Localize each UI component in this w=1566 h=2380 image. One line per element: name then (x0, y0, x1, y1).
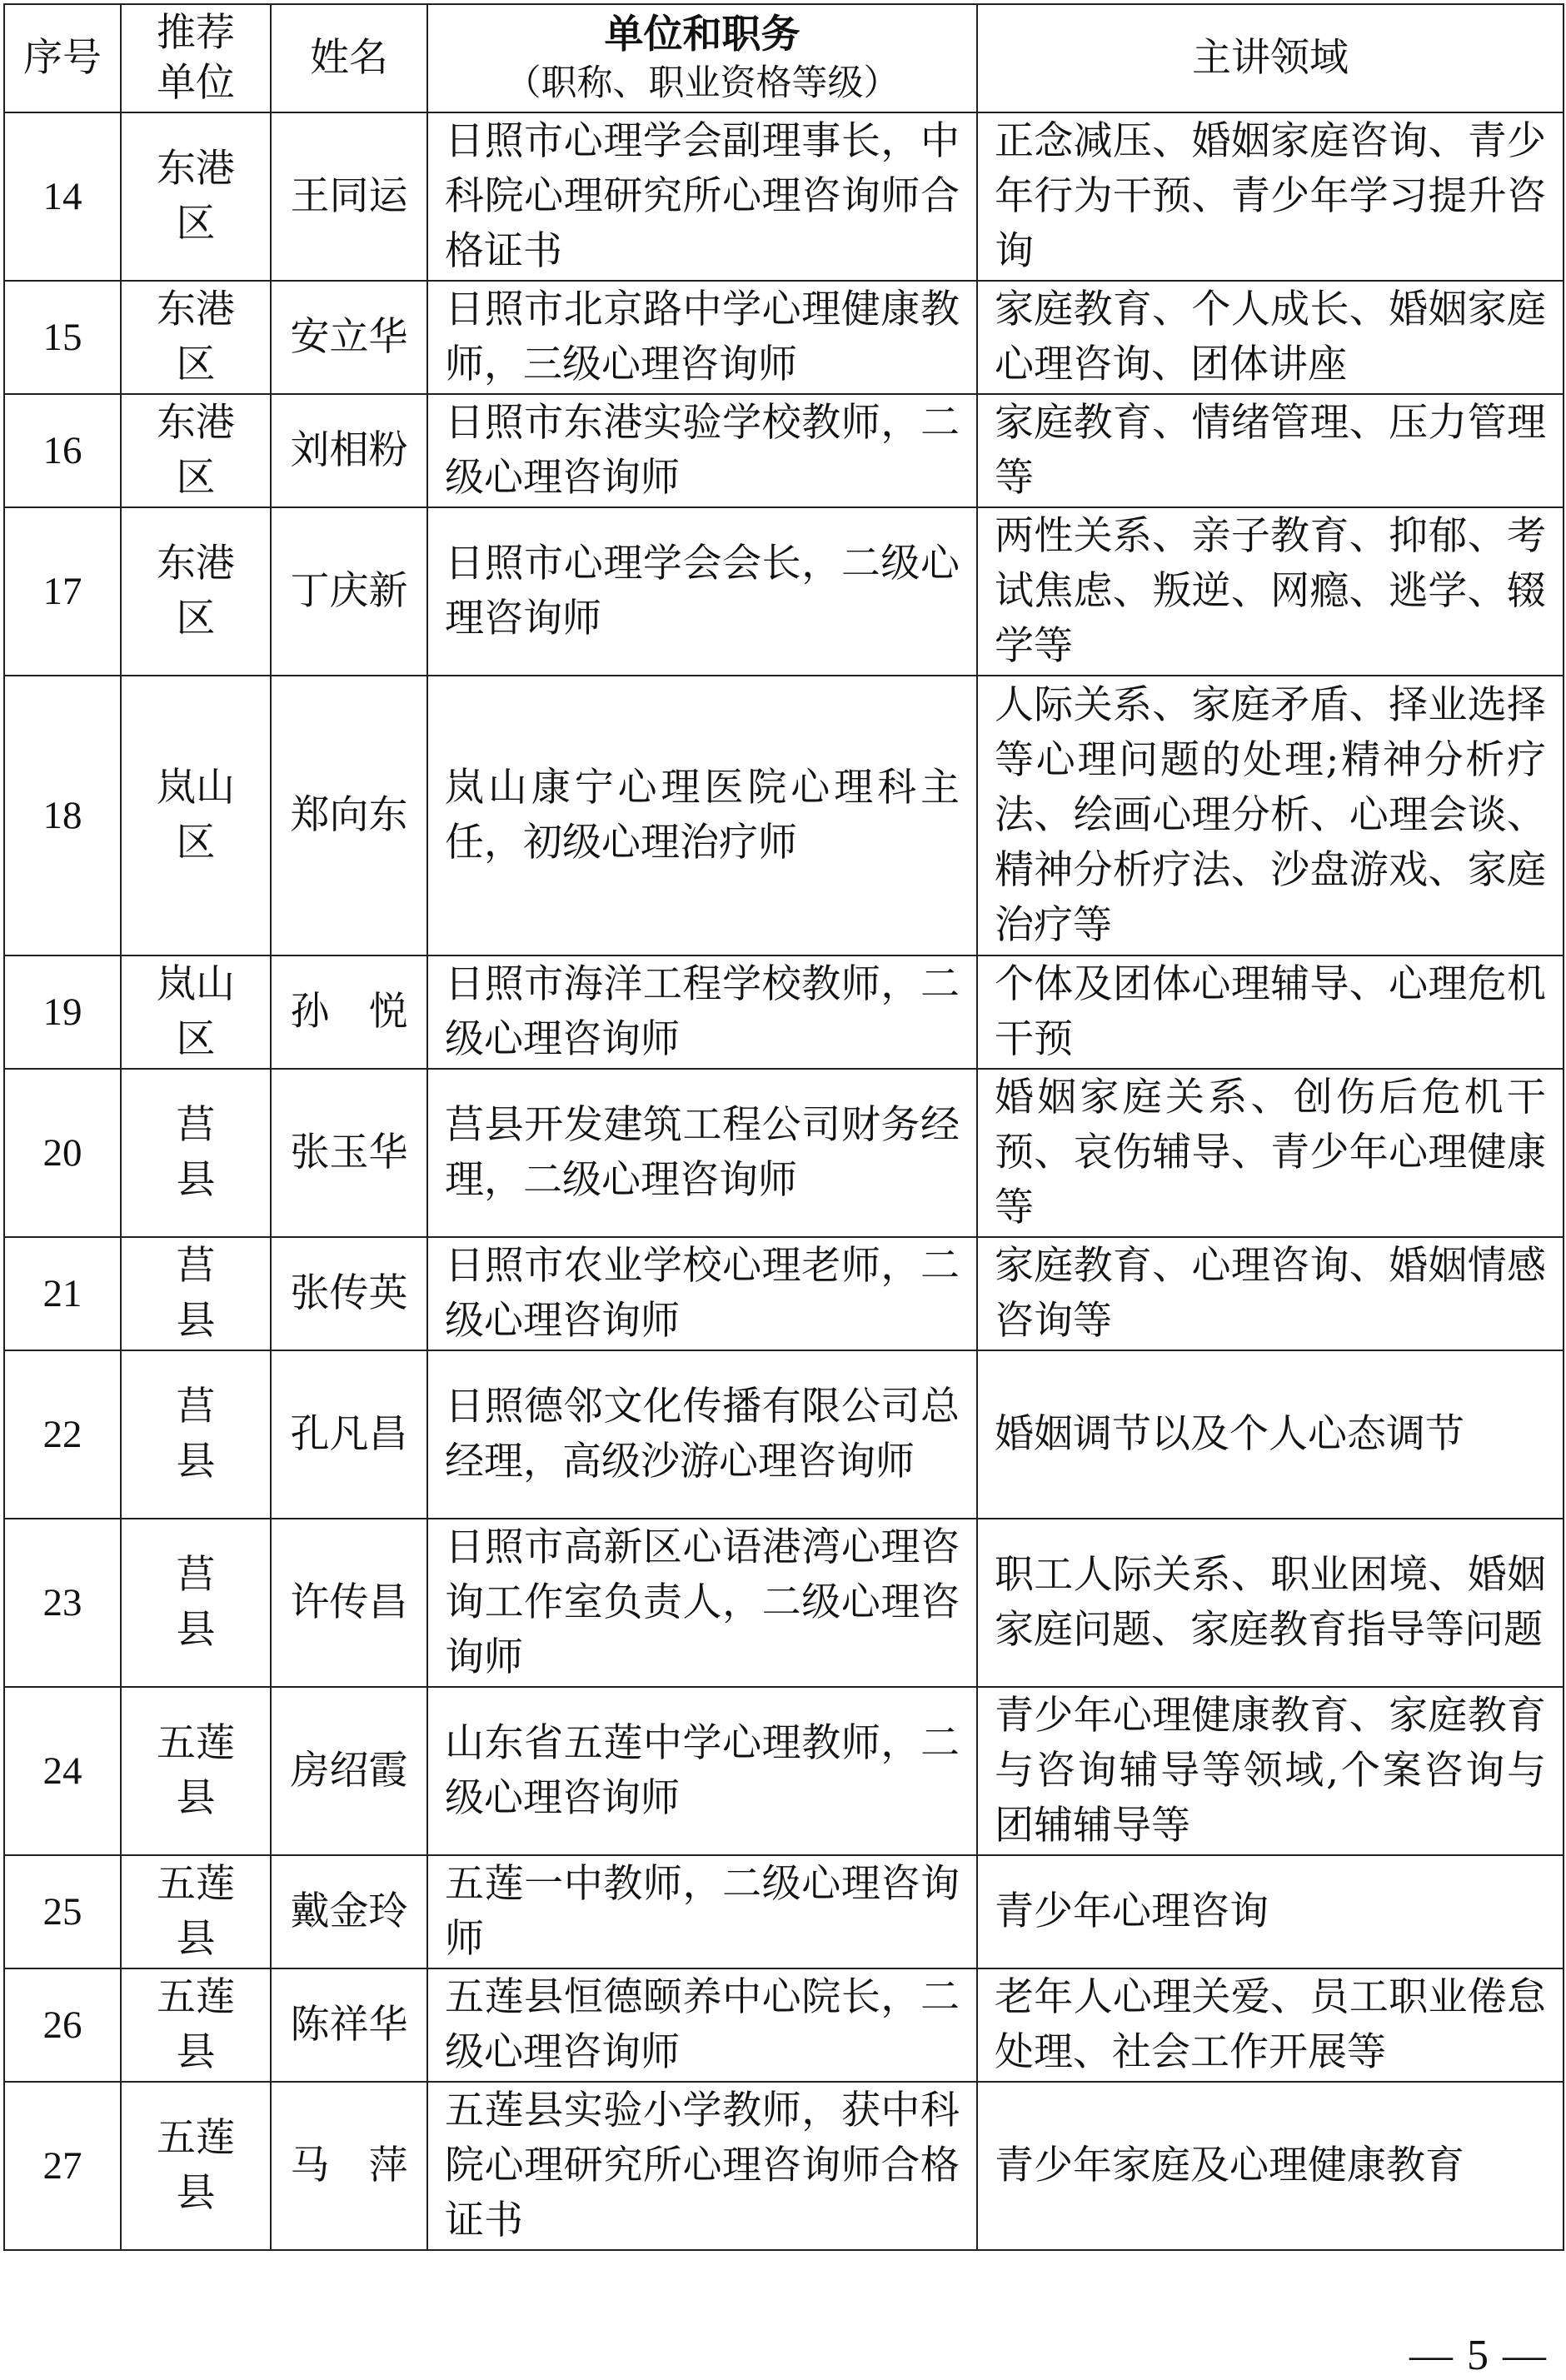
row-district: 五莲县 (121, 1855, 271, 1968)
row-area: 婚姻家庭关系、创伤后危机干预、哀伤辅导、青少年心理健康等 (977, 1069, 1564, 1237)
row-district: 东港区 (121, 281, 271, 394)
header-name: 姓名 (271, 4, 427, 112)
row-number: 20 (4, 1069, 121, 1237)
row-district: 五莲县 (121, 1687, 271, 1855)
lecturer-table (3, 3, 1564, 2251)
row-area: 老年人心理关爱、员工职业倦怠处理、社会工作开展等 (977, 1968, 1564, 2082)
row-district: 东港区 (121, 394, 271, 507)
row-unit: 日照市高新区心语港湾心理咨询工作室负责人，二级心理咨询师 (427, 1519, 977, 1687)
row-district: 莒 县 (121, 1237, 271, 1350)
table-row (4, 1069, 1564, 1237)
row-district: 岚山区 (121, 955, 271, 1069)
row-district: 岚山区 (121, 676, 271, 955)
row-area: 青少年家庭及心理健康教育 (977, 2082, 1564, 2250)
row-area: 正念减压、婚姻家庭咨询、青少年行为干预、青少年学习提升咨询 (977, 112, 1564, 281)
row-unit: 日照市东港实验学校教师，二级心理咨询师 (427, 394, 977, 507)
row-number: 24 (4, 1687, 121, 1855)
row-area: 家庭教育、情绪管理、压力管理等 (977, 394, 1564, 507)
table-row (4, 676, 1564, 955)
row-unit: 日照市北京路中学心理健康教师，三级心理咨询师 (427, 281, 977, 394)
row-unit: 岚山康宁心理医院心理科主任，初级心理治疗师 (427, 676, 977, 955)
row-area: 青少年心理健康教育、家庭教育与咨询辅导等领域,个案咨询与团辅辅导等 (977, 1687, 1564, 1855)
row-number: 19 (4, 955, 121, 1069)
header-no: 序号 (4, 4, 121, 112)
row-name: 陈祥华 (271, 1968, 427, 2082)
row-district: 五莲县 (121, 1968, 271, 2082)
row-area: 青少年心理咨询 (977, 1855, 1564, 1968)
table-row (4, 112, 1564, 281)
row-unit: 五莲县实验小学教师，获中科院心理研究所心理咨询师合格证书 (427, 2082, 977, 2250)
row-area: 人际关系、家庭矛盾、择业选择等心理问题的处理;精神分析疗法、绘画心理分析、心理会谈、精神分析疗法、沙盘游戏、家庭治疗等 (977, 676, 1564, 955)
row-name: 孔凡昌 (271, 1350, 427, 1519)
row-name: 房绍霞 (271, 1687, 427, 1855)
row-area: 职工人际关系、职业困境、婚姻家庭问题、家庭教育指导等问题 (977, 1519, 1564, 1687)
row-area: 两性关系、亲子教育、抑郁、考试焦虑、叛逆、网瘾、逃学、辍学等 (977, 507, 1564, 676)
row-number: 21 (4, 1237, 121, 1350)
row-unit: 日照市农业学校心理老师，二级心理咨询师 (427, 1237, 977, 1350)
row-unit: 五莲县恒德颐养中心院长，二级心理咨询师 (427, 1968, 977, 2082)
row-name: 孙 悦 (271, 955, 427, 1069)
row-number: 23 (4, 1519, 121, 1687)
table-row (4, 1350, 1564, 1519)
page-number: — 5 — (1409, 2332, 1548, 2379)
row-district: 东港区 (121, 507, 271, 676)
table-row (4, 2082, 1564, 2250)
row-district: 莒 县 (121, 1519, 271, 1687)
row-name: 戴金玲 (271, 1855, 427, 1968)
table-row (4, 1855, 1564, 1968)
table-row (4, 281, 1564, 394)
header-district: 推荐 单位 (121, 4, 271, 112)
header-unit (427, 4, 977, 112)
row-number: 25 (4, 1855, 121, 1968)
row-number: 18 (4, 676, 121, 955)
row-name: 刘相粉 (271, 394, 427, 507)
row-unit: 日照德邻文化传播有限公司总经理，高级沙游心理咨询师 (427, 1350, 977, 1519)
table-row (4, 955, 1564, 1069)
row-number: 15 (4, 281, 121, 394)
row-unit: 日照市心理学会会长，二级心理咨询师 (427, 507, 977, 676)
row-name: 安立华 (271, 281, 427, 394)
header-area: 主讲领域 (977, 4, 1564, 112)
table-row (4, 507, 1564, 676)
header-unit-sub: （职称、职业资格等级） (505, 62, 900, 104)
row-district: 莒 县 (121, 1069, 271, 1237)
row-name: 张玉华 (271, 1069, 427, 1237)
row-name: 马 萍 (271, 2082, 427, 2250)
row-number: 14 (4, 112, 121, 281)
row-number: 17 (4, 507, 121, 676)
row-name: 郑向东 (271, 676, 427, 955)
row-district: 莒 县 (121, 1350, 271, 1519)
row-number: 22 (4, 1350, 121, 1519)
row-area: 婚姻调节以及个人心态调节 (977, 1350, 1564, 1519)
row-number: 16 (4, 394, 121, 507)
row-area: 个体及团体心理辅导、心理危机干预 (977, 955, 1564, 1069)
row-district: 五莲县 (121, 2082, 271, 2250)
row-name: 丁庆新 (271, 507, 427, 676)
header-unit-main: 单位和职务 (604, 12, 800, 57)
row-unit: 日照市心理学会副理事长，中科院心理研究所心理咨询师合格证书 (427, 112, 977, 281)
table-header-row (4, 4, 1564, 112)
row-unit: 五莲一中教师，二级心理咨询师 (427, 1855, 977, 1968)
row-number: 26 (4, 1968, 121, 2082)
table-row (4, 1519, 1564, 1687)
row-area: 家庭教育、个人成长、婚姻家庭心理咨询、团体讲座 (977, 281, 1564, 394)
row-unit: 山东省五莲中学心理教师，二级心理咨询师 (427, 1687, 977, 1855)
row-unit: 日照市海洋工程学校教师，二级心理咨询师 (427, 955, 977, 1069)
table-row (4, 1968, 1564, 2082)
row-name: 张传英 (271, 1237, 427, 1350)
row-name: 许传昌 (271, 1519, 427, 1687)
row-district: 东港区 (121, 112, 271, 281)
row-name: 王同运 (271, 112, 427, 281)
table-row (4, 1687, 1564, 1855)
table-row (4, 1237, 1564, 1350)
row-area: 家庭教育、心理咨询、婚姻情感咨询等 (977, 1237, 1564, 1350)
row-number: 27 (4, 2082, 121, 2250)
table-row (4, 394, 1564, 507)
row-unit: 莒县开发建筑工程公司财务经理，二级心理咨询师 (427, 1069, 977, 1237)
